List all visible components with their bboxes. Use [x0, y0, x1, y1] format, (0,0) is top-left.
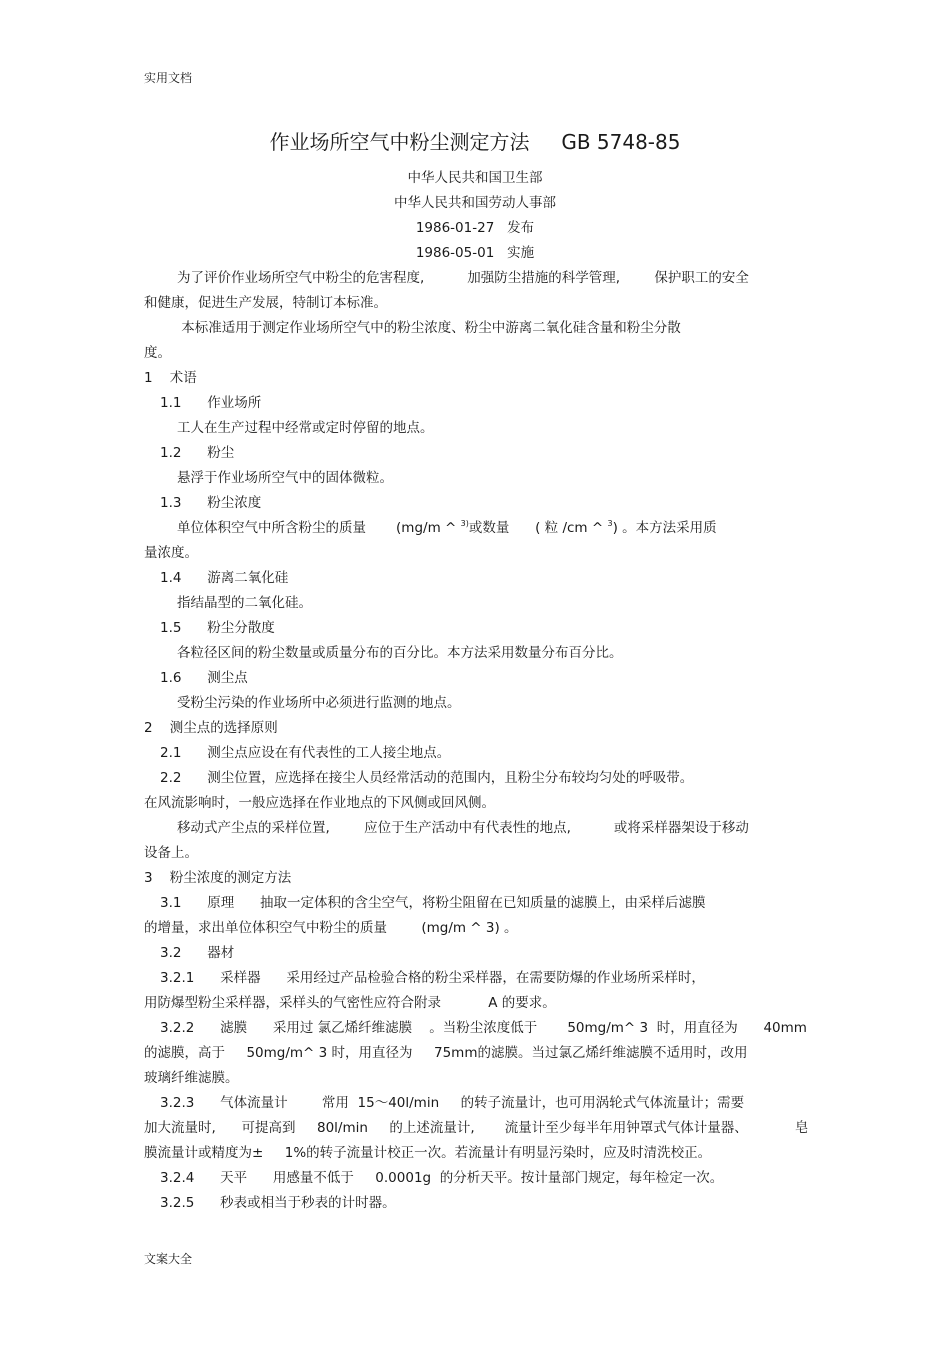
section-3-2-2-text-line-3: 玻璃纤维滤膜。 — [144, 1070, 239, 1086]
publish-date: 1986-01-27 发布 — [415, 220, 535, 236]
section-3-2-2-text-line-2: 的滤膜，高于 50mg/m^ 3 时，用直径为 75mm的滤膜。当过氯乙烯纤维滤膜不适用时，改用 — [144, 1045, 748, 1061]
section-3-2-1-text-line-1: 3.2.1 采样器 采用经过产品检验合格的粉尘采样器，在需要防爆的作业场所采样时， — [160, 970, 705, 986]
section-3-2-1-text-line-2: 用防爆型粉尘采样器，采样头的气密性应符合附录 A 的要求。 — [144, 995, 556, 1011]
section-2-heading: 2 测尘点的选择原则 — [144, 720, 278, 736]
section-3-2-3-text-line-1: 3.2.3 气体流量计 常用 15～40l/min 的转子流量计，也可用涡轮式气体流量计；需要 — [160, 1095, 745, 1111]
page-footer: 文案大全 — [144, 1252, 193, 1266]
section-1-heading: 1 术语 — [144, 370, 197, 386]
superscript-3-a: 3) — [460, 519, 469, 528]
section-1-2-heading: 1.2 粉尘 — [160, 445, 235, 461]
issuer-1: 中华人民共和国卫生部 — [407, 170, 543, 186]
concentration-text-c: ) 。本方法采用质 — [612, 520, 717, 536]
concentration-text-a: 单位体积空气中所含粉尘的质量 (mg/m ^ — [177, 520, 461, 536]
section-1-3-text-line-1 — [177, 519, 717, 537]
intro-paragraph-2-line-2: 度。 — [144, 345, 171, 361]
section-1-4-heading: 1.4 游离二氧化硅 — [160, 570, 289, 586]
section-3-2-2-text-line-1: 3.2.2 滤膜 采用过 氯乙烯纤维滤膜 。当粉尘浓度低于 50mg/m^ 3 时，用直径为 40mm — [160, 1020, 807, 1036]
section-1-5-text: 各粒径区间的粉尘数量或质量分布的百分比。本方法采用数量分布百分比。 — [177, 645, 623, 661]
section-3-2-3-text-line-2: 加大流量时, 可提高到 80l/min 的上述流量计, 流量计至少每半年用钟罩式气体计量器、 皂 — [144, 1120, 809, 1136]
section-1-4-text: 指结晶型的二氧化硅。 — [177, 595, 312, 611]
section-1-5-heading: 1.5 粉尘分散度 — [160, 620, 275, 636]
effective-date: 1986-05-01 实施 — [415, 245, 535, 261]
page-header: 实用文档 — [144, 71, 193, 85]
superscript-3-b: 3 — [607, 519, 613, 528]
section-2-2-text-line-1: 2.2 测尘位置，应选择在接尘人员经常活动的范围内，且粉尘分布较均匀处的呼吸带。 — [160, 770, 694, 786]
concentration-text-b: 或数量 ( 粒 /cm ^ — [468, 520, 608, 536]
section-3-2-4-text: 3.2.4 天平 用感量不低于 0.0001g 的分析天平。按计量部门规定，每年检定一次。 — [160, 1170, 724, 1186]
section-3-2-heading: 3.2 器材 — [160, 945, 235, 961]
intro-paragraph-2-line-1: 本标准适用于测定作业场所空气中的粉尘浓度、粉尘中游离二氧化硅含量和粉尘分散 — [177, 320, 681, 336]
section-1-1-text: 工人在生产过程中经常或定时停留的地点。 — [177, 420, 434, 436]
section-2-1-text: 2.1 测尘点应设在有代表性的工人接尘地点。 — [160, 745, 451, 761]
section-1-3-heading: 1.3 粉尘浓度 — [160, 495, 262, 511]
section-1-6-text: 受粉尘污染的作业场所中必须进行监测的地点。 — [177, 695, 461, 711]
intro-paragraph-1-line-1: 为了评价作业场所空气中粉尘的危害程度, 加强防尘措施的科学管理, 保护职工的安全 — [177, 270, 749, 286]
section-3-1-text-line-2: 的增量，求出单位体积空气中粉尘的质量 (mg/m ^ 3) 。 — [144, 920, 518, 936]
section-3-heading: 3 粉尘浓度的测定方法 — [144, 870, 292, 886]
section-1-6-heading: 1.6 测尘点 — [160, 670, 248, 686]
section-3-1-text-line-1: 3.1 原理 抽取一定体积的含尘空气，将粉尘阻留在已知质量的滤膜上，由采样后滤膜 — [160, 895, 706, 911]
issuer-2: 中华人民共和国劳动人事部 — [394, 195, 556, 211]
section-2-2-text-line-2: 在风流影响时，一般应选择在作业地点的下风侧或回风侧。 — [144, 795, 495, 811]
section-3-2-3-text-line-3: 膜流量计或精度为± 1%的转子流量计校正一次。若流量计有明显污染时，应及时清洗校正。 — [144, 1145, 712, 1161]
intro-paragraph-1-line-2: 和健康，促进生产发展，特制订本标准。 — [144, 295, 387, 311]
section-3-2-5-text: 3.2.5 秒表或相当于秒表的计时器。 — [160, 1195, 396, 1211]
document-title: 作业场所空气中粉尘测定方法 GB 5748-85 — [269, 130, 681, 154]
section-2-3-text-line-1: 移动式产尘点的采样位置, 应位于生产活动中有代表性的地点, 或将采样器架设于移动 — [177, 820, 749, 836]
section-1-3-text-line-2: 量浓度。 — [144, 545, 198, 561]
section-2-3-text-line-2: 设备上。 — [144, 845, 198, 861]
section-1-2-text: 悬浮于作业场所空气中的固体微粒。 — [177, 470, 393, 486]
section-1-1-heading: 1.1 作业场所 — [160, 395, 262, 411]
